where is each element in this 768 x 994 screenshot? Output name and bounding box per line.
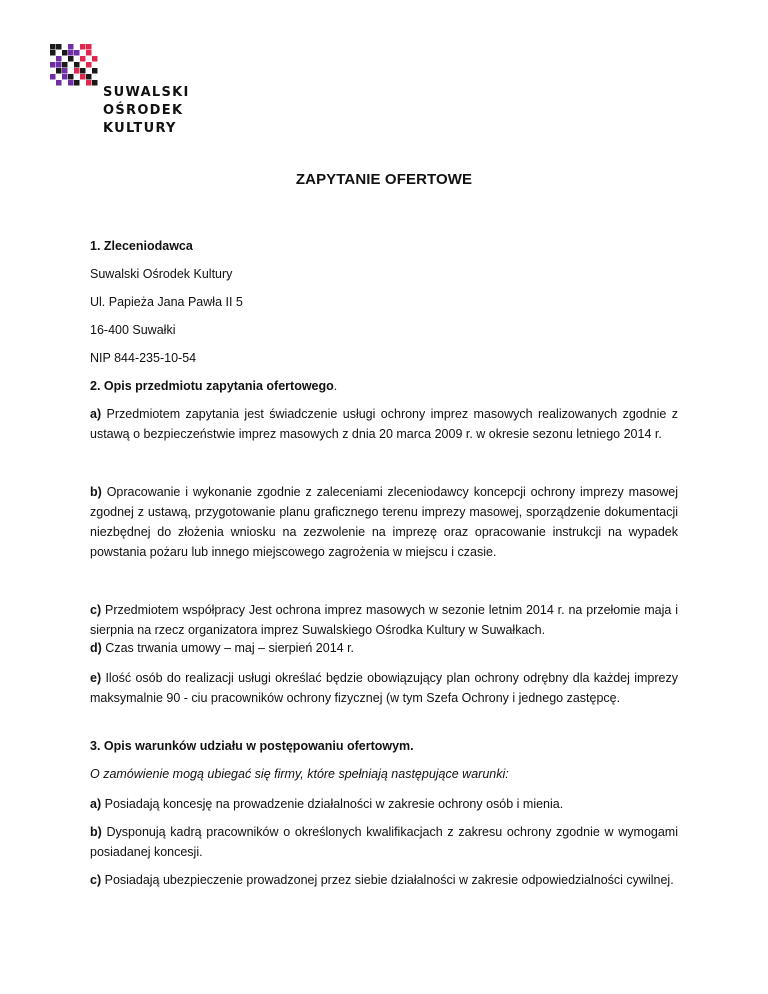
logo-pixel bbox=[74, 62, 80, 68]
logo-pixel bbox=[50, 50, 56, 56]
logo-pixel bbox=[86, 50, 92, 56]
logo-pixel bbox=[62, 74, 68, 80]
logo-pixel bbox=[56, 56, 62, 62]
logo-pixel bbox=[62, 62, 68, 68]
logo-pixel bbox=[86, 74, 92, 80]
contractor-name: Suwalski Ośrodek Kultury bbox=[90, 267, 233, 281]
logo-pixel bbox=[74, 68, 80, 74]
logo-pixel bbox=[92, 68, 98, 74]
section-2-item-d: d) Czas trwania umowy – maj – sierpień 2014 r. bbox=[90, 641, 355, 655]
logo-pixel bbox=[80, 68, 86, 74]
section-2-heading: 2. Opis przedmiotu zapytania ofertowego. bbox=[90, 379, 338, 393]
logo-pixel bbox=[68, 80, 74, 86]
section-2-item-c: c) Przedmiotem współpracy Jest ochrona imprez masowych w sezonie letnim 2014 r. na przełomie maja i sierpnia na rzecz organizatora imprez Suwalskiego Ośrodka Kultury w Suwałkach. bbox=[90, 603, 678, 637]
logo-pixel bbox=[92, 56, 98, 62]
logo-pixel bbox=[56, 62, 62, 68]
logo-pixel-mark bbox=[50, 44, 98, 88]
section-2-item-e: e) Ilość osób do realizacji usługi określać będzie obowiązujący plan ochrony odrębny dla każdej imprezy maksymalnie 90 - ciu pracowników ochrony fizycznej (w tym Szefa Ochrony i jednego zastępcę. bbox=[90, 671, 678, 705]
logo-pixel bbox=[56, 80, 62, 86]
section-1-heading: 1. Zleceniodawca bbox=[90, 239, 193, 253]
logo-pixel bbox=[74, 50, 80, 56]
logo-pixel bbox=[56, 44, 62, 50]
logo-pixel bbox=[86, 80, 92, 86]
section-3-item-a: a) Posiadają koncesję na prowadzenie działalności w zakresie ochrony osób i mienia. bbox=[90, 797, 564, 811]
logo-line-1: SUWALSKI bbox=[103, 85, 190, 100]
logo-pixel bbox=[68, 74, 74, 80]
logo-pixel bbox=[80, 56, 86, 62]
document-title: ZAPYTANIE OFERTOWE bbox=[295, 171, 473, 188]
logo-pixel bbox=[50, 62, 56, 68]
logo-pixel bbox=[68, 44, 74, 50]
logo-pixel bbox=[80, 74, 86, 80]
contractor-street: Ul. Papieża Jana Pawła II 5 bbox=[90, 295, 243, 309]
logo-pixel bbox=[50, 74, 56, 80]
logo-pixel bbox=[62, 68, 68, 74]
contractor-city: 16-400 Suwałki bbox=[90, 323, 176, 337]
logo-pixel bbox=[86, 62, 92, 68]
logo-pixel bbox=[80, 44, 86, 50]
logo-pixel bbox=[56, 68, 62, 74]
logo-pixel bbox=[68, 50, 74, 56]
section-2-item-b: b) Opracowanie i wykonanie zgodnie z zaleceniami zleceniodawcy koncepcji ochrony imprezy masowej zgodnej z ustawą, przygotowanie planu graficznego terenu imprezy masowej, sporządzenie dokumentacji niezbędnej do złożenia wniosku na zezwolenie na imprezę oraz opracowanie instrukcji na wypadek powstania pożaru lub innego miejscowego zagrożenia w miejscu i czasie. bbox=[90, 485, 678, 559]
logo-line-3: KULTURY bbox=[103, 121, 177, 136]
logo-pixel bbox=[50, 44, 56, 50]
section-2-item-a: a) Przedmiotem zapytania jest świadczenie usługi ochrony imprez masowych realizowanych zgodnie z ustawą o bezpieczeństwie imprez masowych z dnia 20 marca 2009 r. w okresie sezonu letniego 2014 r. bbox=[90, 407, 678, 441]
logo-pixel bbox=[92, 80, 98, 86]
logo-pixel bbox=[68, 56, 74, 62]
logo-pixel bbox=[62, 50, 68, 56]
logo-pixel bbox=[74, 80, 80, 86]
logo-pixel bbox=[86, 44, 92, 50]
suwalski-osrodek-kultury-logo bbox=[50, 44, 98, 88]
section-3-intro: O zamówienie mogą ubiegać się firmy, które spełniają następujące warunki: bbox=[90, 767, 509, 781]
section-3-item-b: b) Dysponują kadrą pracowników o określonych kwalifikacjach z zakresu ochrony zgodnie w wymogami posiadanej koncesji. bbox=[90, 825, 678, 859]
section-3-heading: 3. Opis warunków udziału w postępowaniu ofertowym. bbox=[90, 739, 414, 753]
logo-wordmark bbox=[103, 84, 190, 138]
section-3-item-c: c) Posiadają ubezpieczenie prowadzonej przez siebie działalności w zakresie odpowiedzialności cywilnej. bbox=[90, 873, 674, 887]
contractor-nip: NIP 844-235-10-54 bbox=[90, 351, 197, 365]
logo-line-2: OŚRODEK bbox=[103, 103, 184, 118]
